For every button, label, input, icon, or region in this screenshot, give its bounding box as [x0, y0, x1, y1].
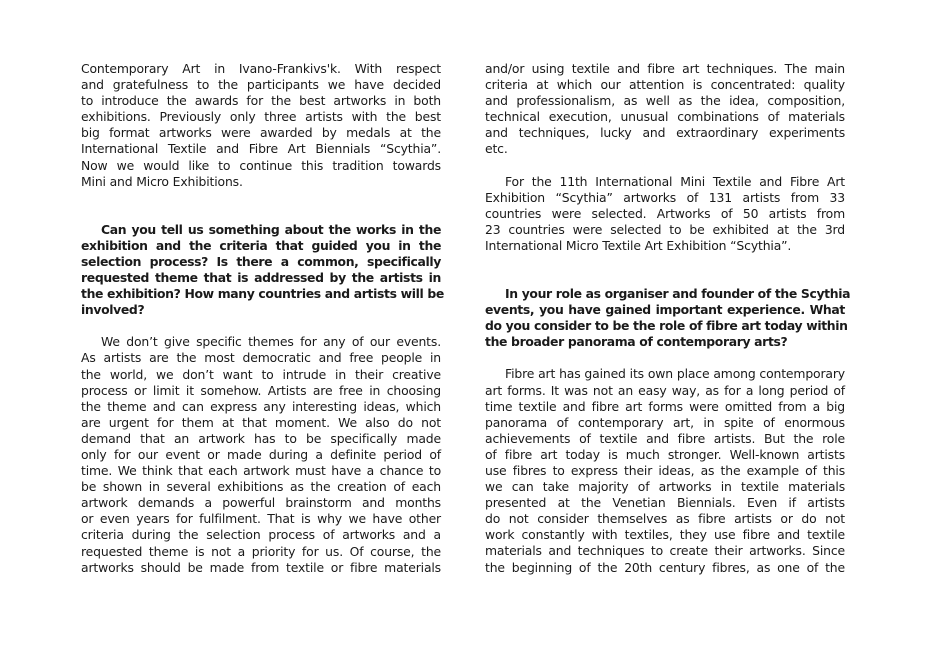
text-line: requested theme is not a priority for us. Of course, the	[81, 543, 441, 559]
text-line: events, you have gained important experience. What	[485, 302, 845, 318]
text-line: artwork demands a powerful brainstorm and months	[81, 495, 441, 511]
text-line: involved?	[81, 302, 145, 318]
text-line: or even years for fulfilment. That is why we have other	[81, 511, 441, 527]
text-line: do you consider to be the role of fibre art today within	[485, 318, 848, 334]
text-line: the world, we don’t want to intrude in their creative	[81, 366, 441, 382]
text-line: exhibition and the criteria that guided you in the	[81, 237, 441, 253]
right-column	[485, 61, 851, 576]
text-line: technical execution, unusual combinations of materials	[485, 109, 845, 125]
answer-works-criteria	[81, 334, 441, 575]
text-line: exhibitions. Previously only three artists with the best	[81, 109, 441, 125]
text-line: big format artworks were awarded by medals at the	[81, 125, 441, 141]
text-line: requested theme that is addressed by the artists in	[81, 270, 441, 286]
text-line: process or limit it somehow. Artists are free in choosing	[81, 382, 441, 398]
text-line: Contemporary Art in Ivano-Frankivs'k. With respect	[81, 61, 441, 76]
text-line: and/or using textile and fibre art techniques. The main	[485, 61, 845, 76]
text-line: panorama of contemporary art, in spite of enormous	[485, 414, 845, 430]
text-line: are urgent for them at that moment. We also do not	[81, 414, 441, 430]
answer-role-of-fibre-art	[485, 366, 845, 575]
text-line: 23 countries were selected to be exhibited at the 3rd	[485, 221, 845, 237]
spacer	[485, 254, 845, 286]
text-line: work constantly with textiles, they use fibre and textile	[485, 527, 845, 543]
text-line: materials and techniques to create their artworks. Since	[485, 543, 845, 559]
text-line: time textile and fibre art forms were omitted from a big	[485, 398, 845, 414]
text-line: use fibres to express their ideas, as the example of this	[485, 462, 845, 478]
text-line: to introduce the awards for the best artworks in both	[81, 93, 441, 109]
text-line: the broader panorama of contemporary arts?	[485, 334, 788, 350]
text-line: of fibre art today is much stronger. Well-known artists	[485, 446, 845, 462]
text-line: art forms. It was not an easy way, as for a long period of	[485, 382, 845, 398]
text-line: achievements of textile and fibre artists. But the role	[485, 430, 845, 446]
spacer	[485, 158, 845, 174]
text-line: For the 11th International Mini Textile and Fibre Art	[505, 173, 845, 189]
text-line: and professionalism, as well as the idea, composition,	[485, 93, 845, 109]
intro-paragraph	[81, 61, 441, 190]
text-line: Now we would like to continue this tradition towards	[81, 157, 441, 173]
spacer	[81, 190, 441, 222]
text-line: the beginning of the 20th century fibres, as one of the	[485, 559, 845, 575]
text-line: be shown in several exhibitions as the creation of each	[81, 479, 441, 495]
question-works-criteria	[81, 221, 444, 319]
text-line: do not consider themselves as fibre artists or do not	[485, 511, 845, 527]
text-line: the theme and can express any interesting ideas, which	[81, 398, 441, 414]
text-line: artworks should be made from textile or fibre materials	[81, 559, 441, 575]
text-line: As artists are the most democratic and free people in	[81, 350, 441, 366]
text-line: International Textile and Fibre Art Biennials “Scythia”.	[81, 141, 441, 157]
text-line: and techniques, lucky and extraordinary experiments	[485, 125, 845, 141]
text-line: Fibre art has gained its own place among contemporary	[505, 366, 845, 382]
text-line: Exhibition “Scythia” artworks of 131 artists from 33	[485, 189, 845, 205]
spacer	[485, 350, 845, 366]
criteria-continuation-paragraph	[485, 61, 845, 158]
text-line: demand that an artwork has to be specifically made	[81, 430, 441, 446]
text-line: etc.	[485, 141, 508, 157]
text-line: time. We think that each artwork must have a chance to	[81, 463, 441, 479]
text-line: presented at the Venetian Biennials. Even if artists	[485, 495, 845, 511]
spacer	[81, 318, 441, 334]
text-line: criteria during the selection process of artworks and a	[81, 527, 441, 543]
text-line: Mini and Micro Exhibitions.	[81, 173, 243, 189]
text-line: only for our event or made during a definite period of	[81, 446, 441, 462]
selection-stats-paragraph	[485, 174, 845, 254]
text-line: We don’t give specific themes for any of our events.	[101, 334, 441, 350]
text-line: Can you tell us something about the works in the	[101, 221, 441, 237]
text-line: criteria at which our attention is concentrated: quality	[485, 77, 845, 93]
question-role-of-fibre-art	[485, 286, 851, 350]
left-column	[81, 61, 444, 576]
text-line: selection process? Is there a common, specifically	[81, 253, 441, 269]
text-line: the exhibition? How many countries and artists will be	[81, 286, 444, 302]
text-line: In your role as organiser and founder of the Scythia	[505, 286, 851, 302]
text-line: countries were selected. Artworks of 50 artists from	[485, 205, 845, 221]
text-line: and gratefulness to the participants we have decided	[81, 77, 441, 93]
text-line: International Micro Textile Art Exhibition “Scythia”.	[485, 237, 792, 253]
text-line: we can take majority of artworks in textile materials	[485, 479, 845, 495]
